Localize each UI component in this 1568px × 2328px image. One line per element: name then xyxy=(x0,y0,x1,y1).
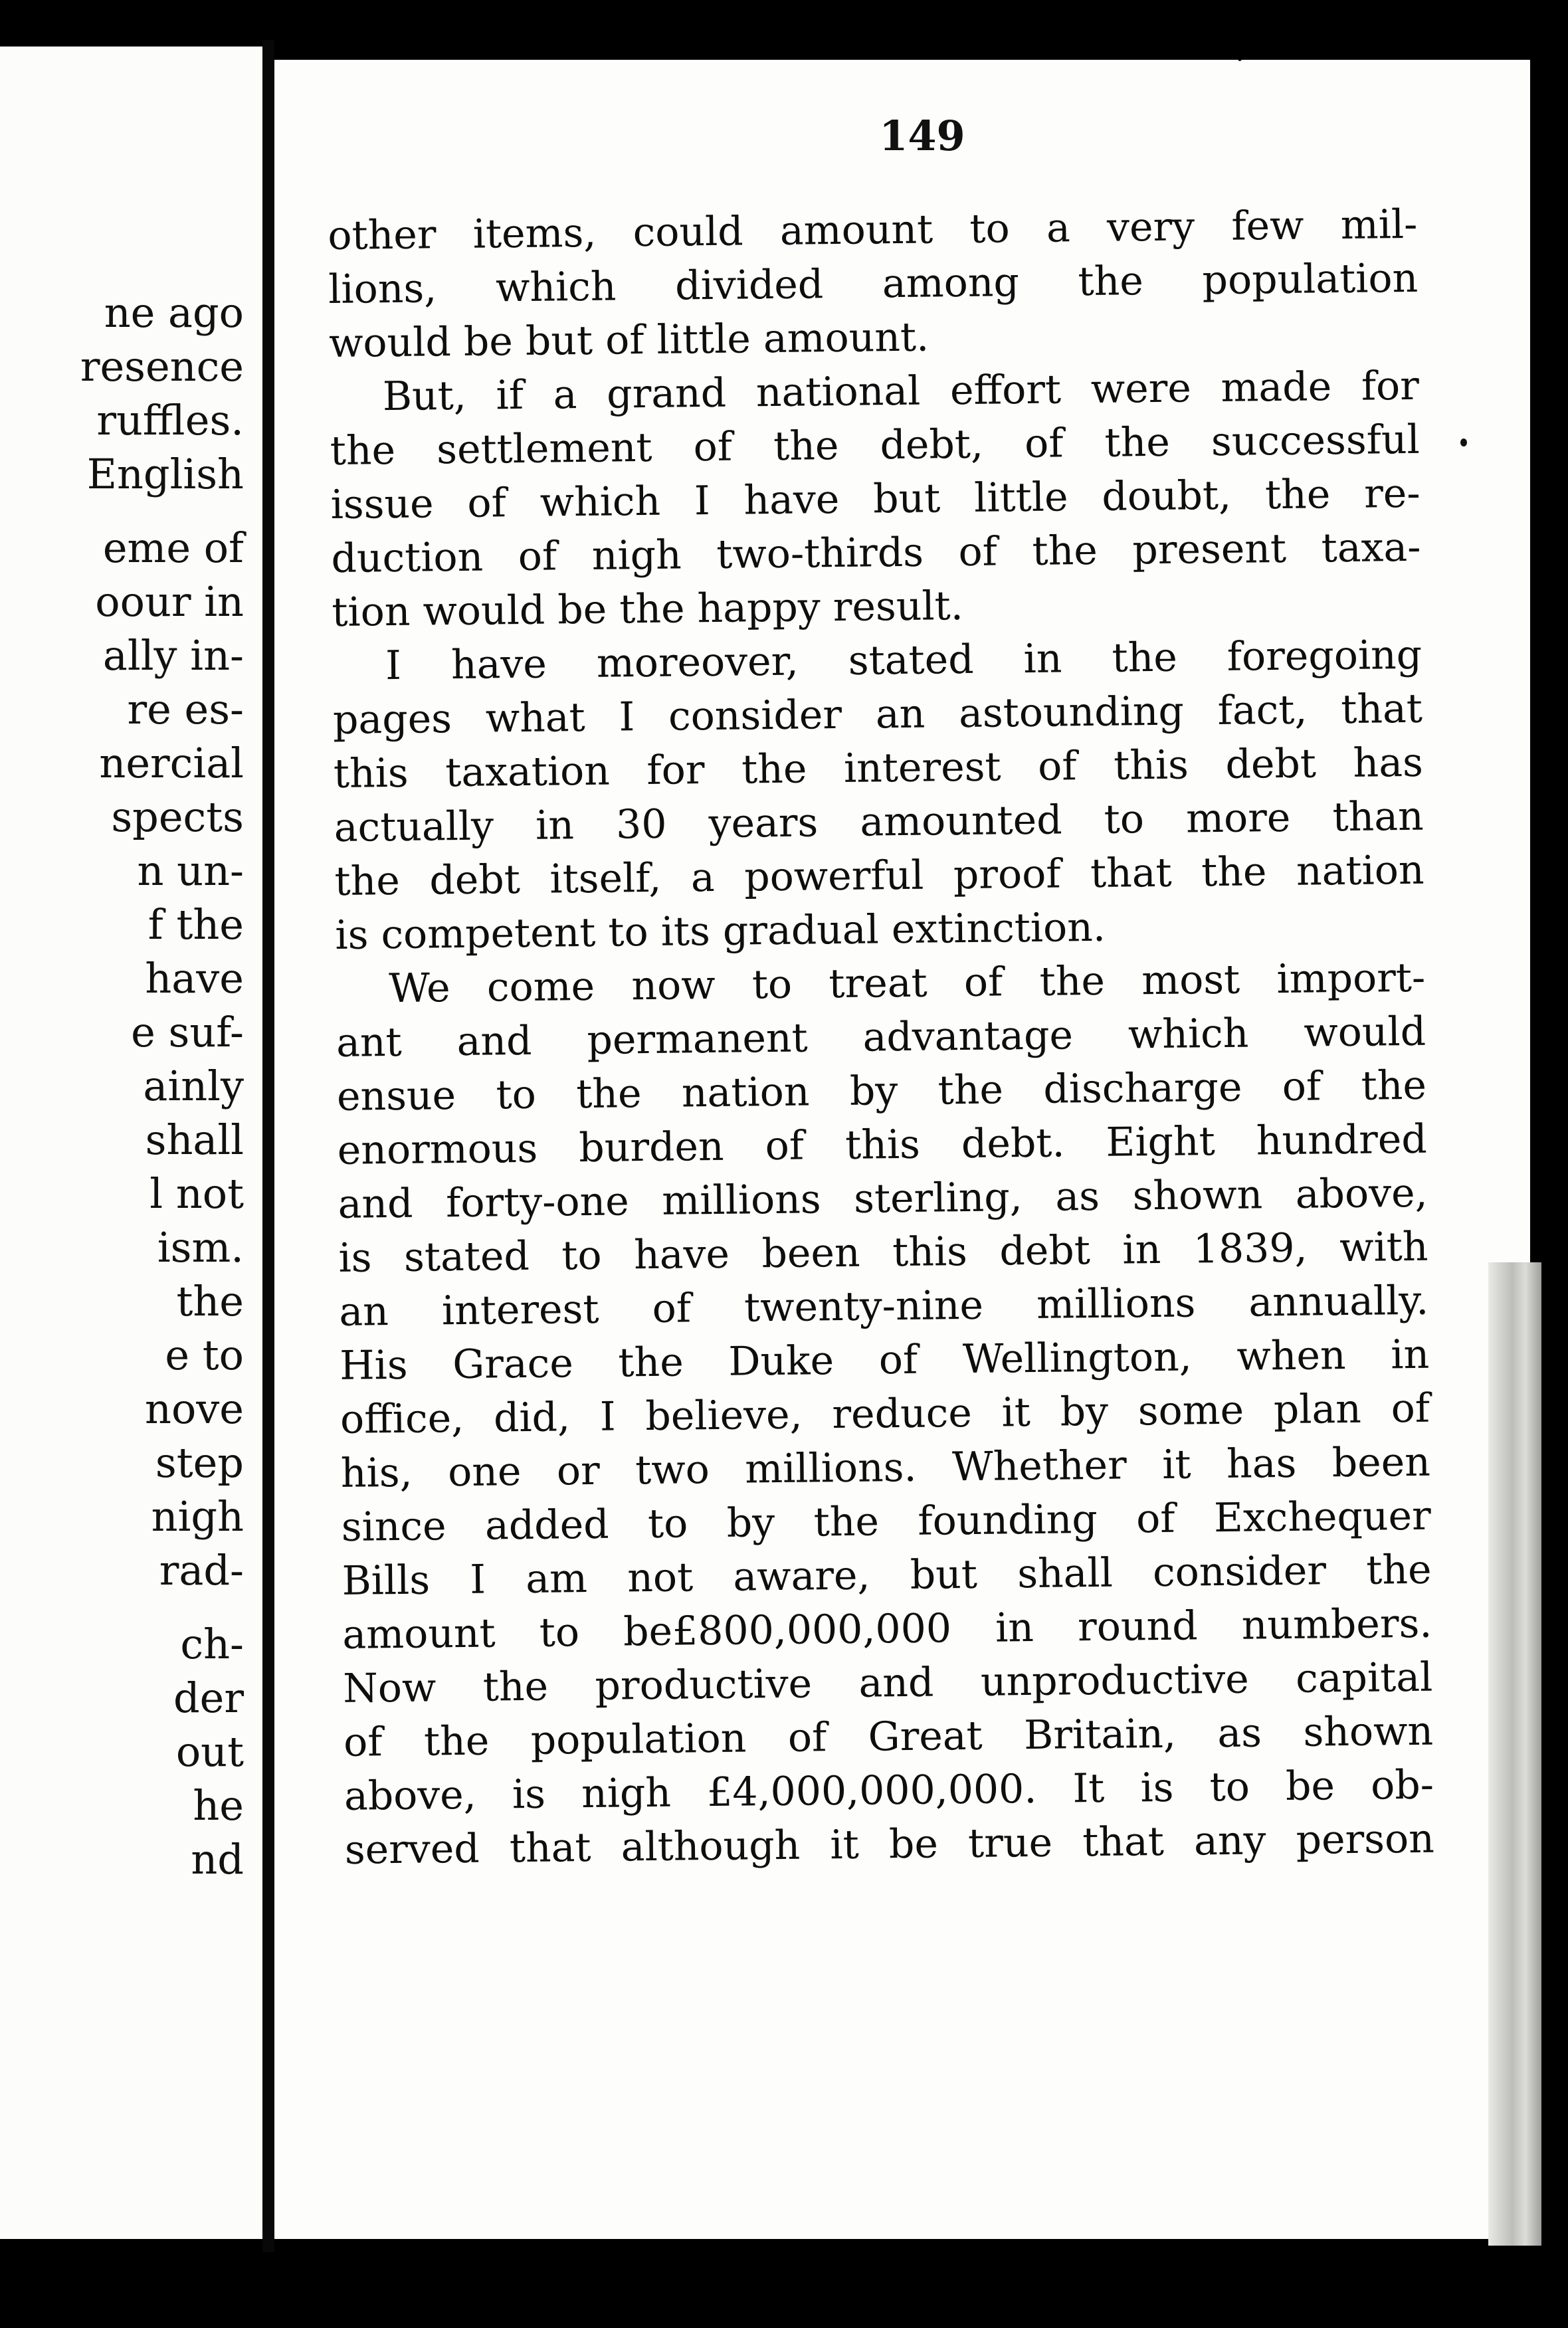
left-page-line: English xyxy=(86,450,244,498)
left-page-line: step xyxy=(155,1438,244,1487)
left-page-line: l not xyxy=(149,1169,244,1218)
text-line: the settlement of the debt, of the successful xyxy=(330,416,1421,474)
text-line: lions, which divided among the population xyxy=(328,254,1419,313)
text-line: Now the productive and unproductive capital xyxy=(342,1654,1433,1712)
left-page-line: ally in- xyxy=(102,631,244,680)
left-page-line: n un- xyxy=(137,846,244,895)
left-page-line: nigh xyxy=(151,1492,244,1541)
text-line: His Grace the Duke of Wellington, when in xyxy=(339,1331,1430,1389)
left-page-line: shall xyxy=(145,1116,244,1164)
text-line: above, is nigh £4,000,000,000. It is to be ob- xyxy=(343,1761,1434,1820)
text-line: Bills I am not aware, but shall consider the xyxy=(342,1546,1432,1604)
text-line: But, if a grand national effort were made for xyxy=(382,362,1420,421)
text-line: issue of which I have but little doubt, the re- xyxy=(330,470,1421,528)
left-page-line: nove xyxy=(145,1385,244,1433)
text-line: of the population of Great Britain, as shown xyxy=(343,1707,1434,1766)
ink-speck xyxy=(1460,438,1467,446)
left-facing-page xyxy=(0,47,262,2239)
text-line: since added to by the founding of Exchequer xyxy=(341,1492,1432,1551)
text-line: the debt itself, a powerful proof that the nation xyxy=(334,846,1424,905)
body-text xyxy=(328,198,1434,1878)
left-page-line: der xyxy=(173,1674,244,1722)
text-line: his, one or two millions. Whether it has been xyxy=(340,1438,1431,1497)
ink-speck xyxy=(1238,60,1242,61)
page-number: 149 xyxy=(879,112,965,160)
right-page xyxy=(274,60,1530,2239)
left-page-line: ch- xyxy=(180,1620,244,1668)
left-page-line: nercial xyxy=(99,739,244,787)
left-page-line: ne ago xyxy=(104,288,244,337)
left-page-text-fragment xyxy=(80,286,244,1886)
left-page-line: re es- xyxy=(127,685,244,733)
left-page-line: he xyxy=(193,1781,244,1830)
text-line: enormous burden of this debt. Eight hundred xyxy=(337,1116,1428,1174)
left-page-line: out xyxy=(175,1727,244,1776)
text-line: would be but of little amount. xyxy=(328,314,930,367)
left-page-line: eme of xyxy=(102,524,244,572)
left-page-line: rad- xyxy=(159,1546,244,1595)
left-page-gap xyxy=(80,1597,244,1617)
text-line: tion would be the happy result. xyxy=(331,583,964,636)
text-line: actually in 30 years amounted to more than xyxy=(334,793,1424,851)
text-line: is stated to have been this debt in 1839, with xyxy=(338,1223,1428,1282)
text-line: ant and permanent advantage which would xyxy=(336,1008,1426,1066)
text-line: pages what I consider an astounding fact, that xyxy=(332,685,1423,743)
left-page-line: the xyxy=(176,1277,244,1325)
text-line: office, did, I believe, reduce it by some plan of xyxy=(340,1385,1430,1443)
text-line: I have moreover, stated in the foregoing xyxy=(385,631,1422,690)
left-page-line: e suf- xyxy=(131,1008,244,1056)
text-line: served that although it be true that any person xyxy=(344,1815,1435,1874)
text-line: and forty-one millions sterling, as shown above, xyxy=(338,1169,1428,1228)
left-page-line: nd xyxy=(191,1835,244,1884)
book-gutter xyxy=(262,40,274,2252)
text-line: is competent to its gradual extinction. xyxy=(335,904,1106,959)
text-line: this taxation for the interest of this debt has xyxy=(333,739,1424,797)
text-line: ensue to the nation by the discharge of the xyxy=(336,1062,1427,1120)
text-line: an interest of twenty-nine millions annually. xyxy=(339,1277,1429,1335)
text-line: amount to be£800,000,000 in round numbers. xyxy=(342,1600,1432,1658)
left-page-line: ruffles. xyxy=(96,396,244,444)
left-page-line: e to xyxy=(165,1331,244,1379)
text-line: duction of nigh two-thirds of the present taxa- xyxy=(331,524,1421,582)
left-page-line: oour in xyxy=(95,577,244,626)
left-page-line: ainly xyxy=(143,1062,244,1110)
left-page-line: spects xyxy=(111,793,244,841)
left-page-line: resence xyxy=(80,342,244,391)
text-line: We come now to treat of the most import- xyxy=(388,954,1426,1013)
left-page-line: f the xyxy=(147,900,244,949)
text-line: other items, could amount to a very few mil- xyxy=(328,201,1418,259)
page-edge-shadow xyxy=(1488,1262,1541,2246)
left-page-line: have xyxy=(145,954,244,1003)
left-page-line: ism. xyxy=(157,1223,244,1272)
left-page-gap xyxy=(80,501,244,521)
